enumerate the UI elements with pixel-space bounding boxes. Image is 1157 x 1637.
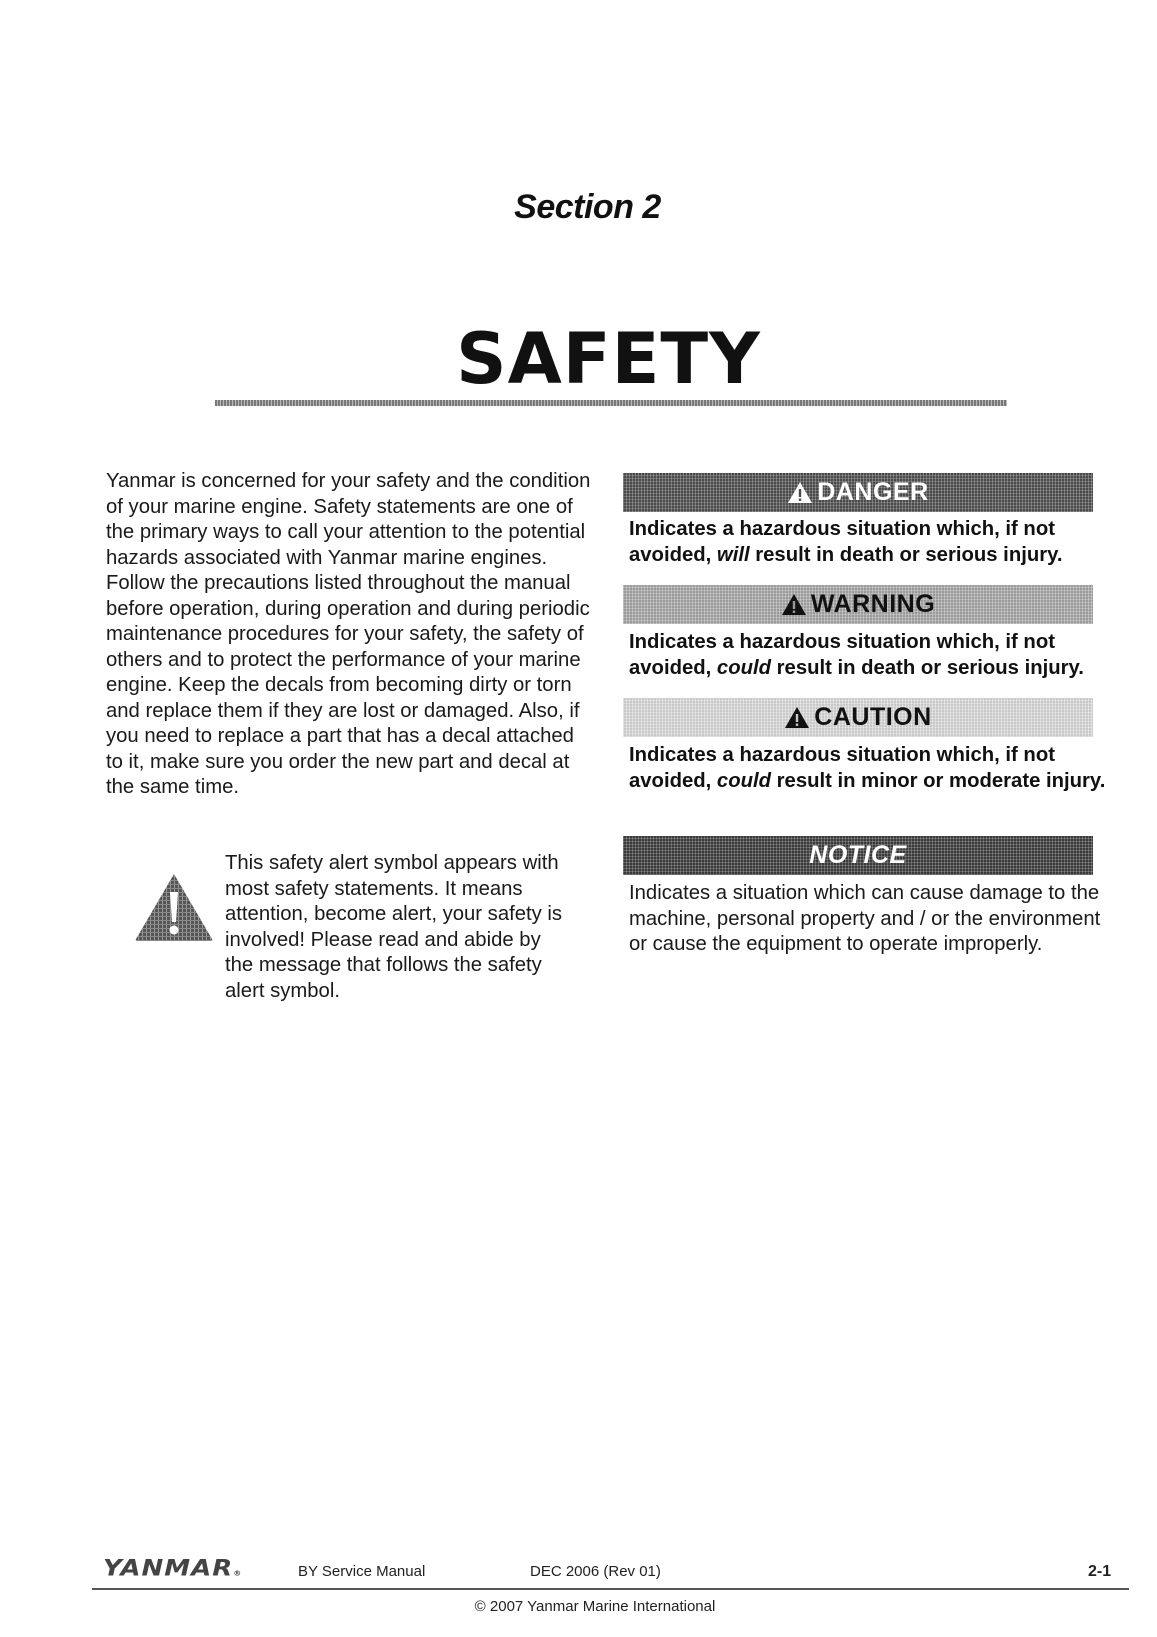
page-number: 2-1 (1088, 1563, 1112, 1580)
alert-triangle-icon (781, 593, 807, 616)
footer-divider (92, 1588, 1129, 1590)
alert-triangle-icon (787, 481, 813, 504)
warning-label: WARNING (810, 590, 936, 618)
title-divider (215, 400, 1007, 406)
caution-label: CAUTION (814, 703, 932, 731)
registered-mark: ® (233, 1569, 243, 1578)
section-label: Section 2 (514, 188, 661, 226)
warning-bar (623, 585, 1093, 624)
caution-text-before: Indicates a hazardous situation which, if not avoided, (629, 744, 1055, 792)
copyright: © 2007 Yanmar Marine International (474, 1598, 716, 1615)
logo-text: YANMAR (103, 1556, 234, 1582)
danger-emphasis: will (716, 543, 750, 566)
danger-text-after: result in death or serious injury. (749, 543, 1063, 566)
alert-symbol-description: This safety alert symbol appears with most safety statements. It means attention, become alert, your safety is involved! Please read and abide by the message that follows the safety alert symbol. (225, 852, 563, 1002)
danger-label: DANGER (817, 478, 929, 506)
danger-description (629, 517, 1109, 568)
alert-triangle-icon (784, 706, 810, 729)
warning-description (629, 630, 1109, 681)
caution-text-after: result in minor or moderate injury. (771, 769, 1106, 792)
notice-description: Indicates a situation which can cause damage to the machine, personal property and / or the environment or cause the equipment to operate improperly. (629, 882, 1101, 955)
warning-text-before: Indicates a hazardous situation which, if not avoided, (629, 631, 1055, 679)
footer-date: DEC 2006 (Rev 01) (530, 1563, 661, 1580)
notice-label: NOTICE (809, 841, 907, 869)
danger-bar (623, 473, 1093, 512)
caution-description (629, 743, 1109, 794)
warning-text-after: result in death or serious injury. (771, 656, 1084, 679)
footer-manual-name: BY Service Manual (298, 1563, 426, 1580)
caution-emphasis: could (716, 769, 772, 792)
yanmar-logo (103, 1556, 242, 1582)
page-title: SAFETY (456, 318, 761, 400)
caution-bar (623, 698, 1093, 737)
intro-paragraph: Yanmar is concerned for your safety and the condition of your marine engine. Safety statements are one of the primary ways to call your attention to the potential hazards associated with Yanmar marine engines. Follow the precautions listed throughout the manual before operation, during operation and during periodic maintenance procedures for your safety, the safety of others and to protect the performance of your marine engine. Keep the decals from becoming dirty or torn and replace them if they are lost or damaged. Also, if you need to replace a part that has a decal attached to it, make sure you order the new part and decal at the same time. (106, 470, 591, 798)
danger-text-before: Indicates a hazardous situation which, if not avoided, (629, 518, 1055, 566)
safety-alert-triangle-icon (134, 872, 214, 942)
warning-emphasis: could (716, 656, 772, 679)
notice-bar (623, 836, 1093, 875)
